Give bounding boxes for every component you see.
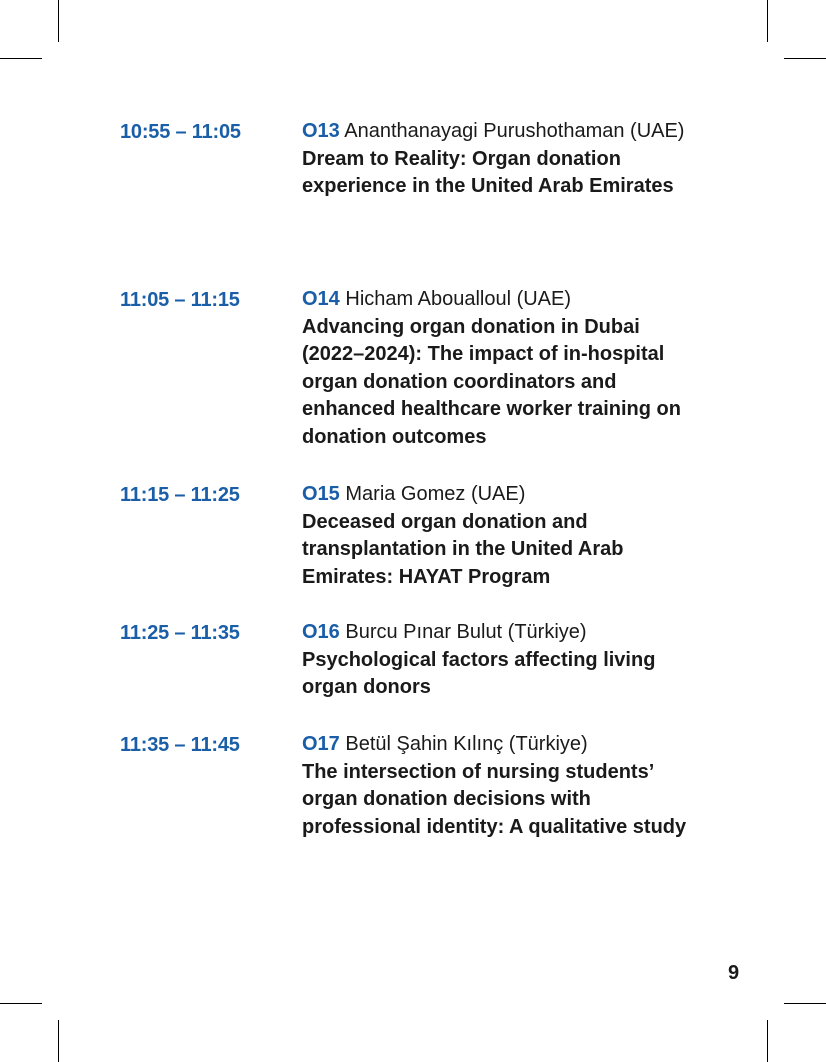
crop-mark-bottom-left-vertical — [58, 1020, 59, 1062]
session-title: Dream to Reality: Organ donation experience in the United Arab Emirates — [302, 147, 674, 197]
session-time: 11:05 – 11:15 — [120, 289, 240, 311]
session-title: Advancing organ donation in Dubai (2022–2024): The impact of in-hospital organ donation coordinators and enhanced healthcare worker training on donation outcomes — [302, 315, 681, 448]
session-time: 10:55 – 11:05 — [120, 121, 241, 143]
session-code: O16 — [302, 621, 340, 643]
session-code: O17 — [302, 733, 340, 755]
session-speaker: Burcu Pınar Bulut (Türkiye) — [339, 621, 587, 643]
crop-mark-bottom-right-horizontal — [784, 1003, 826, 1004]
session-speaker: Hicham Aboualloul (UAE) — [339, 288, 572, 310]
session-title: Deceased organ donation and transplantation in the United Arab Emirates: HAYAT Program — [302, 510, 624, 588]
session-speaker: Betül Şahin Kılınç (Türkiye) — [339, 733, 588, 755]
session-time: 11:35 – 11:45 — [120, 734, 240, 756]
session-time: 11:25 – 11:35 — [120, 622, 240, 644]
session-speaker: Maria Gomez (UAE) — [339, 483, 526, 505]
session-content — [302, 731, 702, 841]
session-title: Psychological factors affecting living organ donors — [302, 648, 656, 698]
session-title: The intersection of nursing students’ organ donation decisions with professional identity: A qualitative study — [302, 760, 687, 838]
crop-mark-bottom-left-horizontal — [0, 1003, 42, 1004]
page-number: 9 — [728, 962, 740, 984]
session-code: O13 — [302, 120, 340, 142]
session-content — [302, 286, 702, 451]
session-speaker: Ananthanayagi Purushothaman (UAE) — [339, 120, 685, 142]
crop-mark-top-right-vertical — [767, 0, 768, 42]
crop-mark-top-left-vertical — [58, 0, 59, 42]
crop-mark-top-left-horizontal — [0, 58, 42, 59]
crop-mark-top-right-horizontal — [784, 58, 826, 59]
crop-mark-bottom-right-vertical — [767, 1020, 768, 1062]
session-code: O15 — [302, 483, 340, 505]
session-content — [302, 619, 702, 702]
session-code: O14 — [302, 288, 340, 310]
session-content — [302, 481, 702, 591]
session-content — [302, 118, 702, 201]
session-time: 11:15 – 11:25 — [120, 484, 240, 506]
